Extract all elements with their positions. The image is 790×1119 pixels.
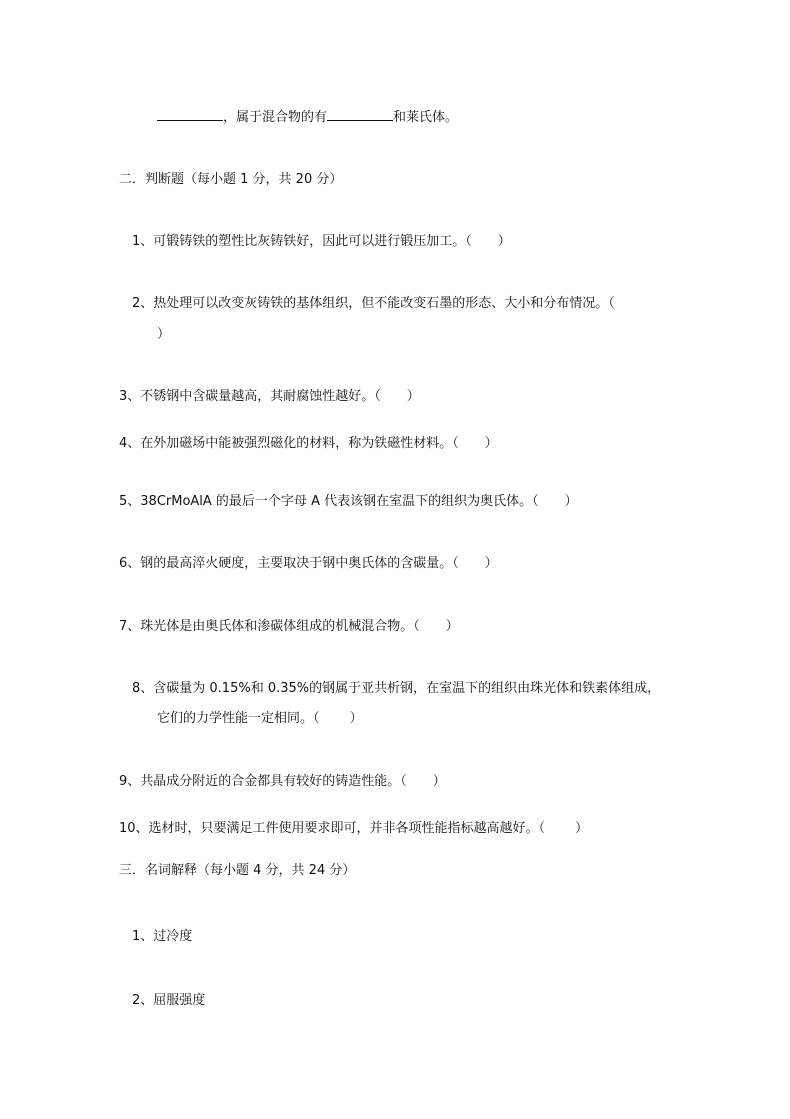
fill-line-text-2: 和莱氏体。 xyxy=(393,110,459,125)
fill-line-text-1: ，属于混合物的有 xyxy=(223,110,328,125)
question-item-8: 8、含碳量为 0.15%和 0.35%的钢属于亚共析钢，在室温下的组织由珠光体和铁素体组成， xyxy=(132,681,661,696)
question-item-2-continuation: ） xyxy=(157,327,171,342)
question-item-8-continuation: 它们的力学性能一定相同。（ ） xyxy=(157,711,363,726)
answer-blank-1 xyxy=(157,108,223,121)
term-item-2: 2、屈服强度 xyxy=(132,993,206,1008)
question-item-9: 9、共晶成分附近的合金都具有较好的铸造性能。（ ） xyxy=(119,774,446,789)
question-item-7: 7、珠光体是由奥氏体和渗碳体组成的机械混合物。（ ） xyxy=(119,619,459,634)
answer-blank-2 xyxy=(327,108,393,121)
question-item-1: 1、可锻铸铁的塑性比灰铸铁好，因此可以进行锻压加工。（ ） xyxy=(132,234,511,249)
question-item-4: 4、在外加磁场中能被强烈磁化的材料，称为铁磁性材料。（ ） xyxy=(119,436,498,451)
fill-in-line xyxy=(157,108,458,127)
question-item-10: 10、选材时，只要满足工件使用要求即可，并非各项性能指标越高越好。（ ） xyxy=(119,821,589,836)
question-item-3: 3、不锈钢中含碳量越高，其耐腐蚀性越好。（ ） xyxy=(119,389,420,404)
section-3-heading: 三．名词解释（每小题 4 分，共 24 分） xyxy=(119,863,356,878)
question-item-2: 2、热处理可以改变灰铸铁的基体组织，但不能改变石墨的形态、大小和分布情况。（ xyxy=(132,296,615,311)
question-item-6: 6、钢的最高淬火硬度，主要取决于钢中奥氏体的含碳量。（ ） xyxy=(119,556,498,571)
section-2-heading: 二．判断题（每小题 1 分，共 20 分） xyxy=(119,172,343,187)
term-item-1: 1、过冷度 xyxy=(132,929,193,944)
question-item-5: 5、38CrMoAlA 的最后一个字母 A 代表该钢在室温下的组织为奥氏体。（ ） xyxy=(119,494,578,509)
